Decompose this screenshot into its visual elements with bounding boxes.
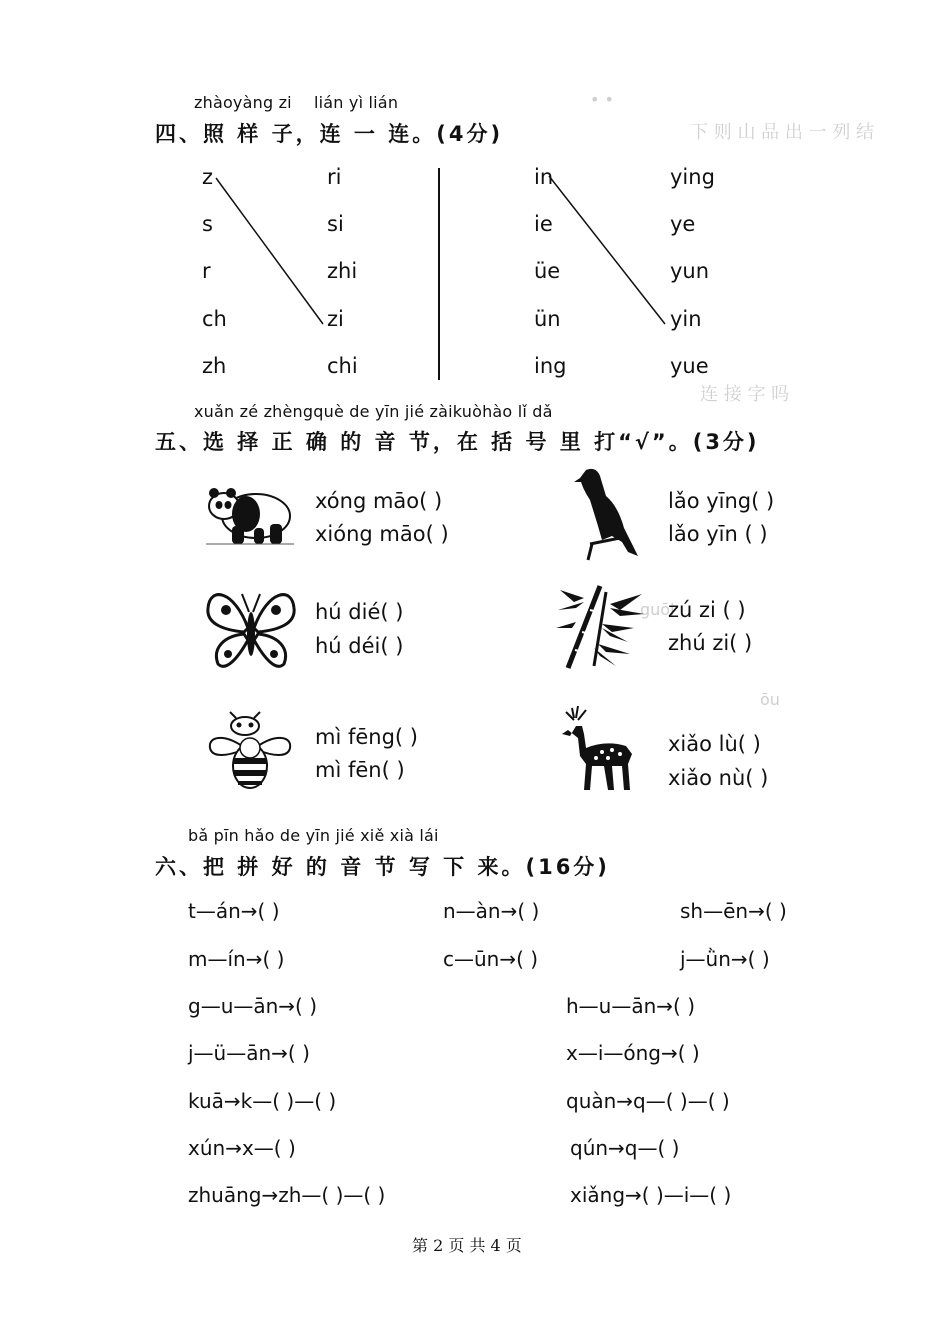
spelling-exercise[interactable]: qún→q—( ) <box>570 1136 680 1160</box>
match-item[interactable]: ie <box>534 212 553 236</box>
match-item[interactable]: ch <box>202 307 227 331</box>
bleed-through-mark: 连 接 字 吗 <box>700 384 790 405</box>
match-item[interactable]: ri <box>327 165 342 189</box>
pinyin-hint: lián yì lián <box>314 93 399 112</box>
spelling-exercise[interactable]: sh—ēn→( ) <box>680 899 787 923</box>
bleed-through-mark: 下 则 山 品 出 一 列 结 <box>690 122 875 143</box>
match-item[interactable]: yun <box>670 259 710 283</box>
answer-option[interactable]: lǎo yīn ( ) <box>668 522 768 546</box>
section-heading: 五、选 择 正 确 的 音 节，在 括 号 里 打“√”。(3分) <box>155 430 760 454</box>
example-line <box>216 178 323 324</box>
answer-option[interactable]: xóng māo( ) <box>315 489 443 513</box>
eagle-icon <box>572 466 644 562</box>
answer-option[interactable]: zhú zi( ) <box>668 631 753 655</box>
answer-option[interactable]: hú dié( ) <box>315 600 404 624</box>
spelling-exercise[interactable]: quàn→q—( )—( ) <box>566 1089 730 1113</box>
match-item[interactable]: zi <box>327 307 344 331</box>
match-item[interactable]: si <box>327 212 344 236</box>
bee-icon <box>206 710 294 794</box>
spelling-exercise[interactable]: xiǎng→( )—i—( ) <box>570 1183 732 1207</box>
page-number: 第 2 页 共 4 页 <box>412 1236 522 1255</box>
section-heading: 六、把 拼 好 的 音 节 写 下 来。(16分) <box>155 855 610 879</box>
spelling-exercise[interactable]: kuā→k—( )—( ) <box>188 1089 337 1113</box>
match-item[interactable]: zh <box>202 354 227 378</box>
example-connection-lines <box>0 0 950 400</box>
answer-option[interactable]: hú déi( ) <box>315 634 404 658</box>
panda-icon <box>204 482 296 548</box>
match-item[interactable]: z <box>202 165 214 189</box>
bleed-through-mark: guōi <box>640 600 675 619</box>
bamboo-icon <box>554 584 646 670</box>
section-heading: 四、照 样 子，连 一 连。(4分) <box>155 122 504 146</box>
spelling-exercise[interactable]: m—ín→( ) <box>188 947 285 971</box>
match-item[interactable]: chi <box>327 354 358 378</box>
spelling-exercise[interactable]: h—u—ān→( ) <box>566 994 696 1018</box>
match-item[interactable]: üe <box>534 259 561 283</box>
spelling-exercise[interactable]: c—ūn→( ) <box>443 947 539 971</box>
deer-icon <box>556 704 638 794</box>
answer-option[interactable]: mì fēng( ) <box>315 725 418 749</box>
pinyin-hint: xuǎn zé zhèngquè de yīn jié zàikuòhào lǐ dǎ <box>194 402 553 421</box>
answer-option[interactable]: xióng māo( ) <box>315 522 449 546</box>
spelling-exercise[interactable]: x—i—óng→( ) <box>566 1041 700 1065</box>
spelling-exercise[interactable]: g—u—ān→( ) <box>188 994 318 1018</box>
spelling-exercise[interactable]: zhuāng→zh—( )—( ) <box>188 1183 386 1207</box>
pinyin-hint: zhàoyàng zi <box>194 93 292 112</box>
spelling-exercise[interactable]: xún→x—( ) <box>188 1136 296 1160</box>
answer-option[interactable]: lǎo yīng( ) <box>668 489 775 513</box>
bleed-through-mark: ōu <box>760 690 780 709</box>
spelling-exercise[interactable]: j—ǜn→( ) <box>680 947 770 971</box>
match-item[interactable]: ying <box>670 165 715 189</box>
answer-option[interactable]: xiǎo nù( ) <box>668 766 769 790</box>
match-item[interactable]: yin <box>670 307 702 331</box>
match-item[interactable]: ing <box>534 354 567 378</box>
bleed-through-mark: • • <box>590 90 614 109</box>
match-item[interactable]: zhi <box>327 259 358 283</box>
example-line <box>549 176 665 324</box>
match-item[interactable]: in <box>534 165 554 189</box>
spelling-exercise[interactable]: t—án→( ) <box>188 899 280 923</box>
match-item[interactable]: s <box>202 212 213 236</box>
pinyin-hint: bǎ pīn hǎo de yīn jié xiě xià lái <box>188 826 439 845</box>
match-item[interactable]: yue <box>670 354 709 378</box>
spelling-exercise[interactable]: j—ü—ān→( ) <box>188 1041 310 1065</box>
answer-option[interactable]: xiǎo lù( ) <box>668 732 761 756</box>
butterfly-icon <box>204 588 298 672</box>
match-item[interactable]: ün <box>534 307 561 331</box>
answer-option[interactable]: mì fēn( ) <box>315 758 405 782</box>
match-item[interactable]: ye <box>670 212 696 236</box>
spelling-exercise[interactable]: n—àn→( ) <box>443 899 540 923</box>
answer-option[interactable]: zú zi ( ) <box>668 598 746 622</box>
match-item[interactable]: r <box>202 259 211 283</box>
